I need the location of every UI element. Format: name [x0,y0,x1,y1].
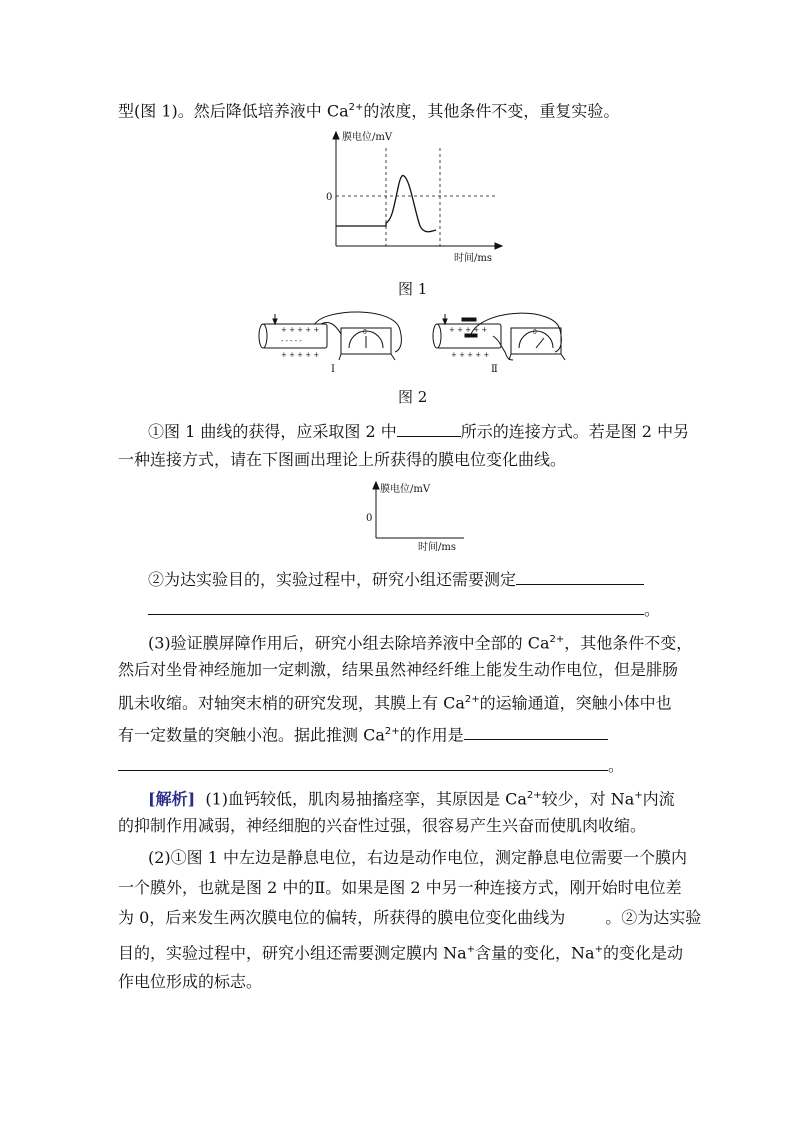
figure-3-ylabel: 膜电位/mV [380,484,431,495]
analysis-p1-l1-mid: 较少，对 Na [541,789,635,809]
figure-2-I-dial-zero: 0 [363,329,367,336]
analysis-p2-l3-post: 。②为达实验 [605,908,702,927]
q3-line5 [118,754,624,776]
analysis-p2-line5: 作电位形成的标志。 [118,972,263,991]
analysis-p1-line2: 的抑制作用减弱，神经细胞的兴奋性过强，很容易产生兴奋而使肌肉收缩。 [118,816,647,835]
figure-2-I-plus-top: + + + + + [281,326,320,334]
q3-line3-pre: 肌未收缩。对轴突末梢的研究发现，其膜上有 Ca [118,693,465,713]
intro-text-post: 的浓度，其他条件不变，重复实验。 [363,101,620,121]
figure-2-II-plus-top: + + + + + [449,326,488,334]
analysis-p2-l4-mid: 含量的变化，Na [475,943,595,963]
analysis-p1-l1-post: 内流 [642,789,675,809]
q3-line3-sup: 2+ [464,694,480,705]
q3-line4-pre: 有一定数量的突触小泡。据此推测 Ca [118,725,385,745]
intro-line [118,98,619,121]
analysis-p2-l4-pre: 目的，实验过程中，研究小组还需要测定膜内 Na [118,943,467,963]
q2-2-line1-text: ②为达实验目的，实验过程中，研究小组还需要测定 [148,570,517,589]
figure-1-chart [320,128,510,268]
figure-2-label-II: Ⅱ [491,364,498,375]
analysis-p2-l4-post: 的变化是动 [602,943,683,963]
q3-line1-pre: (3)验证膜屏障作用后，研究小组去除培养液中全部的 Ca [148,633,550,653]
analysis-p2-line1: (2)①图 1 中左边是静息电位，右边是动作电位，测定静息电位需要一个膜内 [148,848,688,867]
q3-line3 [118,690,672,713]
q2-2-line1 [148,568,644,590]
figure-1-xlabel: 时间/ms [454,253,492,264]
analysis-p1-l1-sup2: + [634,790,643,801]
q2-2-blank-a[interactable] [516,568,644,585]
q2-2-line2 [148,598,660,620]
q3-line3-post: 的运输通道，突触小体中也 [479,693,672,713]
q3-blank-b[interactable] [118,754,608,771]
figure-2-II-dial-zero: 0 [533,329,537,336]
q2-1-line2: 一种连接方式，请在下图画出理论上所获得的膜电位变化曲线。 [118,450,567,469]
analysis-p2-line4 [118,940,683,963]
q3-blank-a[interactable] [464,723,608,740]
analysis-p1-l1-pre: (1)血钙较低，肌肉易抽搐痉挛，其原因是 Ca [205,789,527,809]
figure-2-I-plus-bottom: + + + + + [281,351,320,359]
figure-1-axes [333,132,502,249]
q2-2-end: 。 [644,600,661,619]
analysis-p2-l4-sup2: + [594,944,603,955]
q3-end: 。 [608,756,625,775]
q3-line4-sup: 2+ [384,726,400,737]
figure-3-xlabel: 时间/ms [418,542,456,552]
analysis-p1-line1 [148,786,675,809]
q3-line4 [118,722,608,745]
figure-2-diagram [255,310,575,378]
analysis-tag: [解析] [148,789,196,809]
figure-1-caption: 图 1 [398,280,428,298]
q3-line4-post: 的作用是 [399,725,464,745]
q2-1-blank[interactable] [397,420,461,437]
q2-1-line1-pre: ①图 1 曲线的获得，应采取图 2 中 [148,422,397,441]
intro-text-pre: 型(图 1)。然后降低培养液中 Ca [118,101,349,121]
analysis-p2-line3 [118,908,701,928]
q3-line1-sup: 2+ [549,634,565,645]
figure-3-zero: 0 [366,513,373,524]
figure-2-II-plus-bottom: + + + + + [451,351,490,359]
analysis-p1-l1-sup: 2+ [526,790,542,801]
figure-1-ylabel: 膜电位/mV [342,132,393,143]
figure-2-I-minus: - - - - - [281,337,302,345]
figure-2-caption: 图 2 [398,388,428,406]
q2-1-line1 [148,420,689,442]
figure-2-label-I: Ⅰ [331,364,335,375]
figure-3-blank-axes [360,480,470,552]
figure-1-zero: 0 [326,192,333,203]
q3-line1 [148,630,692,653]
q3-line1-post: ，其他条件不变， [564,633,693,653]
analysis-p2-l3-pre: 为 0，后来发生两次膜电位的偏转，所获得的膜电位变化曲线为 [118,908,566,927]
q2-2-blank-b[interactable] [148,598,644,615]
q2-1-line1-post: 所示的连接方式。若是图 2 中另 [460,422,690,441]
intro-sup: 2+ [348,102,364,113]
q3-line2: 然后对坐骨神经施加一定刺激，结果虽然神经纤维上能发生动作电位，但是腓肠 [118,660,679,679]
analysis-p2-line2: 一个膜外，也就是图 2 中的Ⅱ。如果是图 2 中另一种连接方式，刚开始时电位差 [118,878,682,897]
analysis-p2-l4-sup: + [466,944,476,955]
